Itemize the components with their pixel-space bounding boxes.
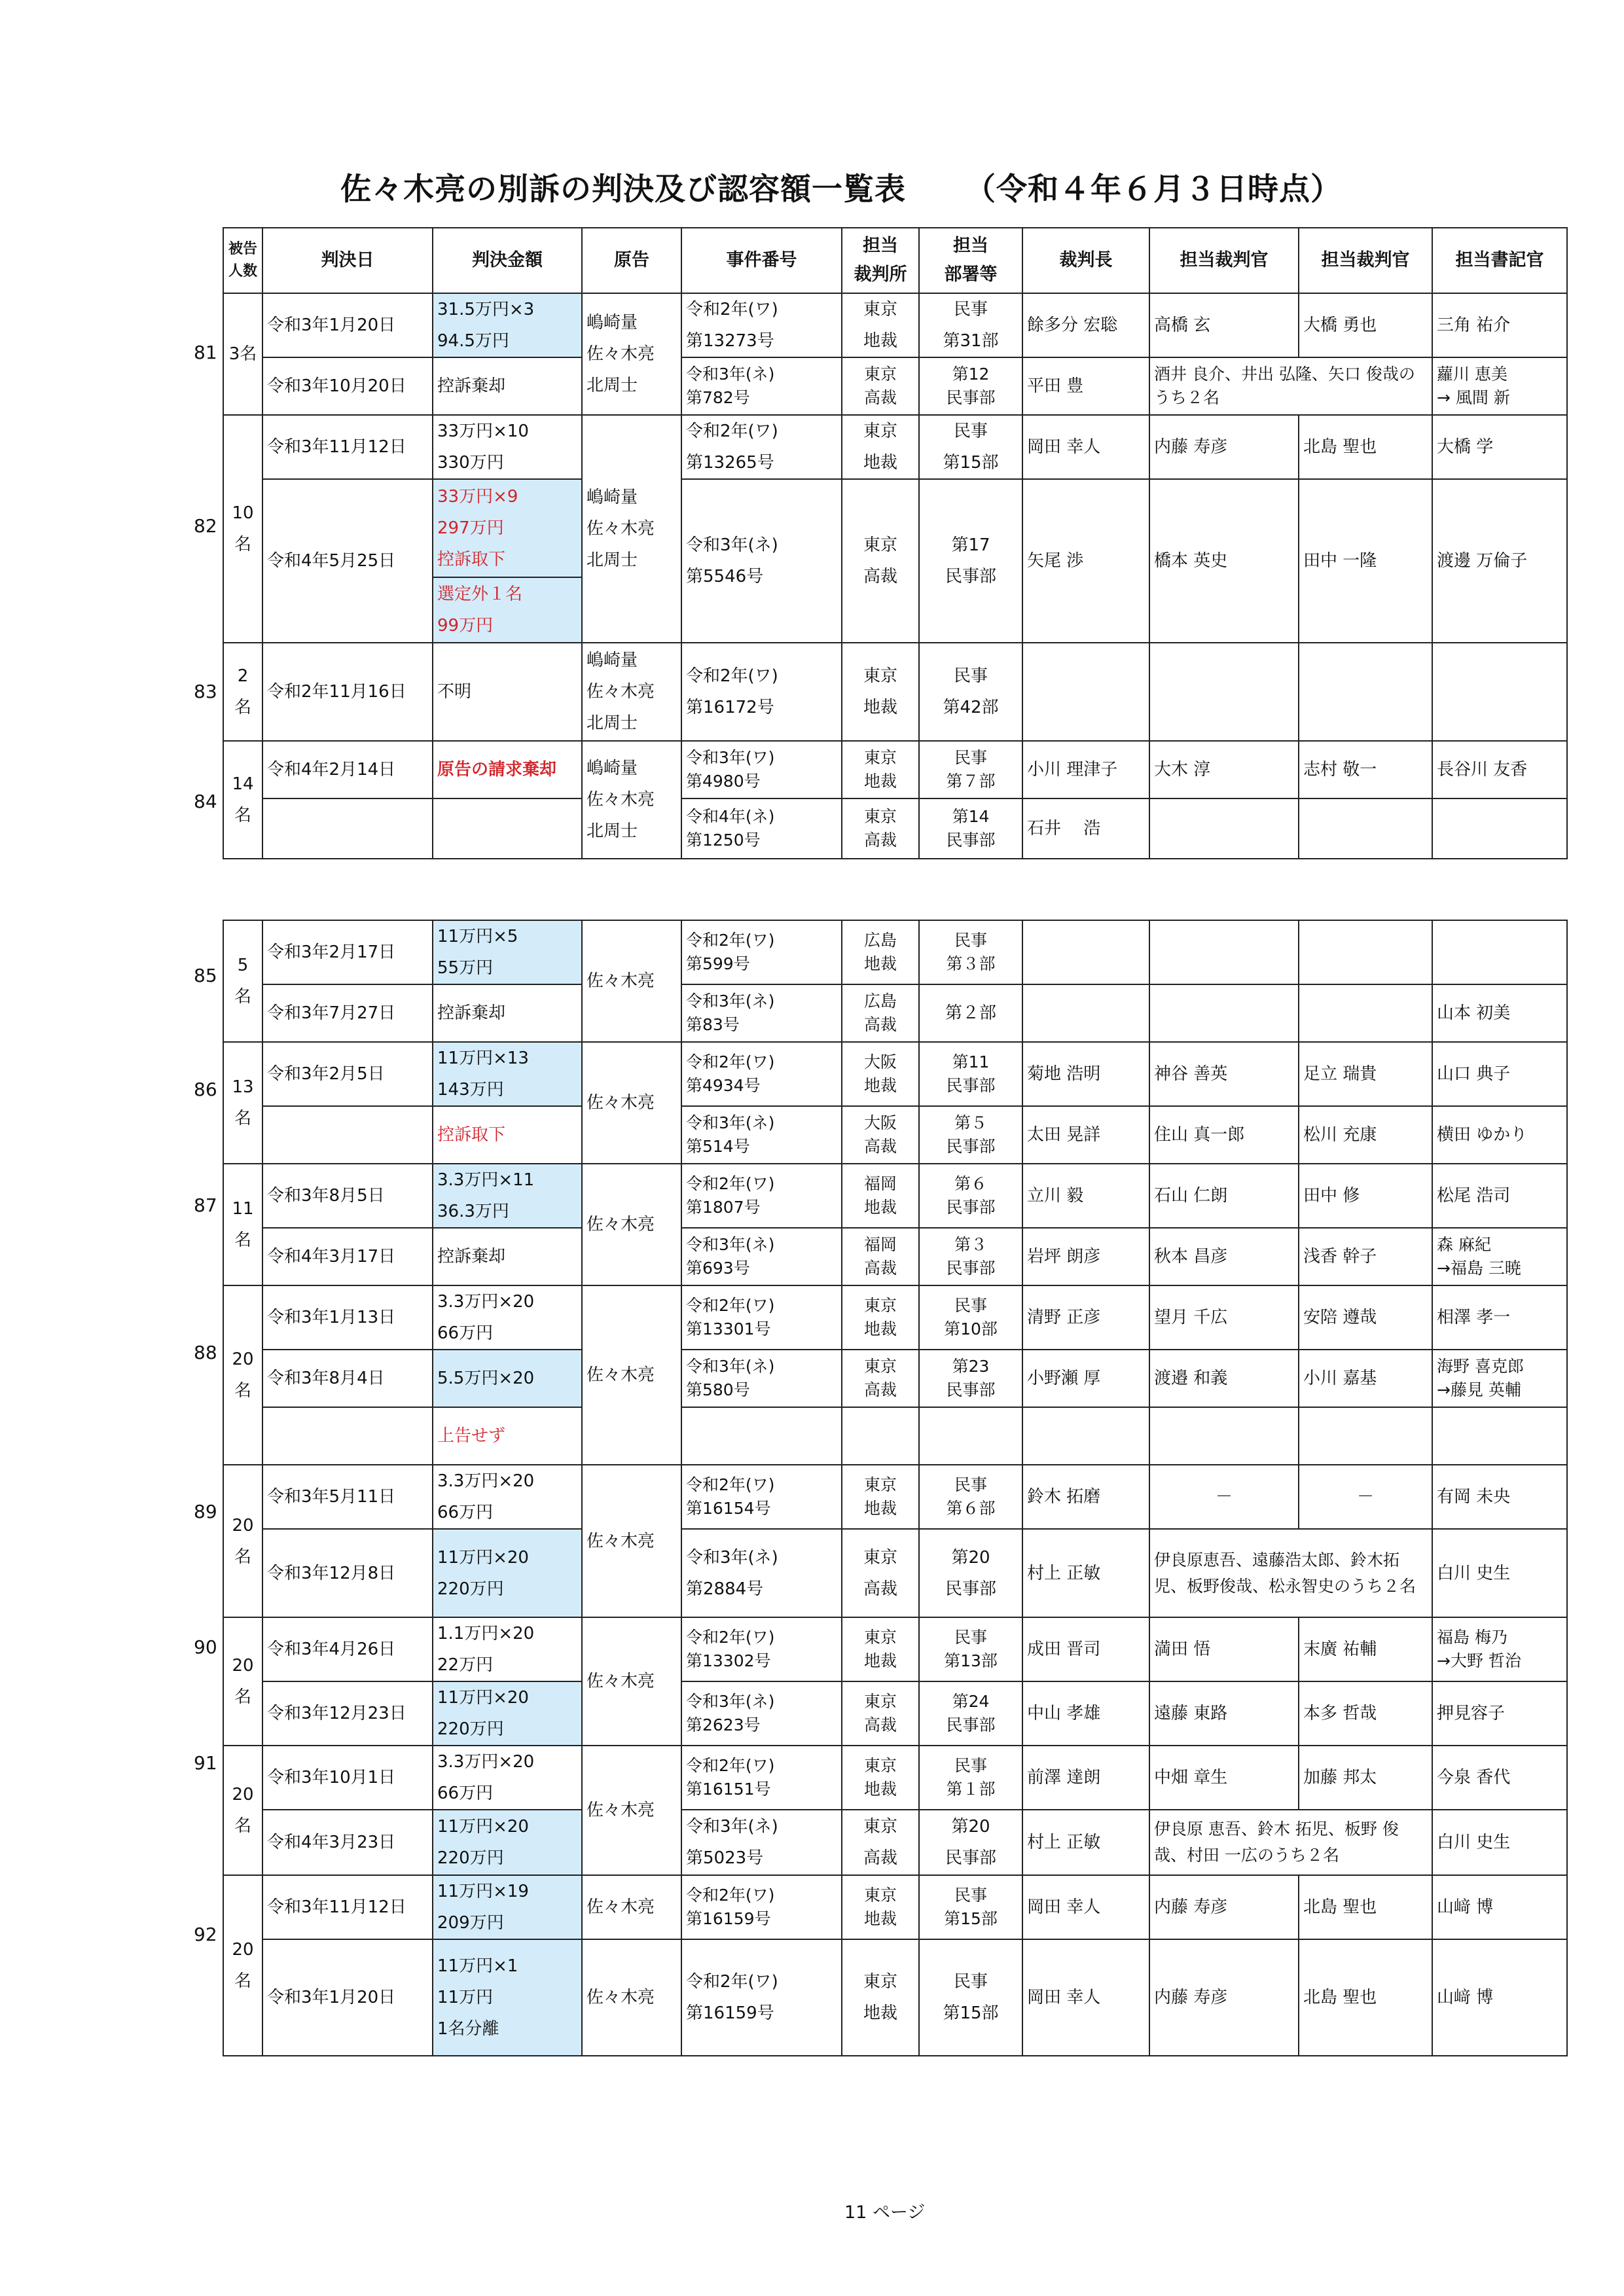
judge1-cell: 住山 真一郎 (1149, 1106, 1299, 1164)
division-cell: 第24 民事部 (919, 1681, 1022, 1746)
chief-cell (1022, 643, 1149, 741)
division-cell: 民事 第７部 (919, 741, 1022, 798)
people-cell: 11 名 (223, 1164, 262, 1285)
division-cell: 民事 第15部 (919, 1939, 1022, 2056)
header-plaintiff: 原告 (582, 228, 681, 293)
case-cell: 令和3年(ネ) 第2623号 (681, 1681, 842, 1746)
amount-cell (433, 798, 582, 859)
court-cell: 福岡 地裁 (842, 1164, 919, 1228)
people-cell: 14 名 (223, 741, 262, 859)
amount-cell: 11万円×20 220万円 (433, 1681, 582, 1746)
date-cell: 令和4年2月14日 (262, 741, 433, 798)
table-row (223, 1042, 1567, 1106)
plaintiff-cell: 佐々木亮 (582, 1875, 681, 1939)
chief-cell: 菊地 浩明 (1022, 1042, 1149, 1106)
amount-cell: 11万円×20 220万円 (433, 1810, 582, 1875)
court-cell: 東京 地裁 (842, 1746, 919, 1810)
court-cell: 東京 高裁 (842, 1681, 919, 1746)
division-cell: 民事 第31部 (919, 293, 1022, 357)
judge1-cell (1149, 798, 1299, 859)
chief-cell: 小野瀬 厚 (1022, 1350, 1149, 1407)
header-judge2: 担当裁判官 (1299, 228, 1432, 293)
case-cell: 令和3年(ワ) 第4980号 (681, 741, 842, 798)
clerk-cell: 福島 梅乃 →大野 哲治 (1432, 1617, 1567, 1681)
division-cell: 第５ 民事部 (919, 1106, 1022, 1164)
table-row (223, 357, 1567, 415)
judge1-cell: 橋本 英史 (1149, 479, 1299, 643)
table-row (223, 1875, 1567, 1939)
division-cell: 第６ 民事部 (919, 1164, 1022, 1228)
table-row (223, 1228, 1567, 1285)
clerk-cell (1432, 920, 1567, 984)
division-cell: 第３ 民事部 (919, 1228, 1022, 1285)
amount-cell: 11万円×19 209万円 (433, 1875, 582, 1939)
chief-cell: 清野 正彦 (1022, 1285, 1149, 1350)
page-number: 11 ページ (844, 2202, 926, 2223)
case-cell: 令和2年(ワ) 第4934号 (681, 1042, 842, 1106)
case-cell: 令和2年(ワ) 第13302号 (681, 1617, 842, 1681)
case-cell: 令和2年(ワ) 第16172号 (681, 643, 842, 741)
people-cell: 20 名 (223, 1465, 262, 1617)
date-cell: 令和3年2月17日 (262, 920, 433, 984)
case-cell: 令和2年(ワ) 第16159号 (681, 1875, 842, 1939)
plaintiff-cell: 嶋崎量 佐々木亮 北周士 (582, 415, 681, 643)
judge1-cell (1149, 920, 1299, 984)
header-case: 事件番号 (681, 228, 842, 293)
judges-cell: 酒井 良介、井出 弘隆、矢口 俊哉のうち２名 (1149, 357, 1432, 415)
judge2-cell: 足立 瑞貴 (1299, 1042, 1432, 1106)
division-cell: 民事 第１部 (919, 1746, 1022, 1810)
division-cell: 第20 民事部 (919, 1529, 1022, 1617)
amount-cell: 上告せず (433, 1407, 582, 1465)
date-cell: 令和3年5月11日 (262, 1465, 433, 1529)
clerk-cell: 渡邊 万倫子 (1432, 479, 1567, 643)
case-cell: 令和3年(ネ) 第514号 (681, 1106, 842, 1164)
judge2-cell: 田中 一隆 (1299, 479, 1432, 643)
chief-cell: 矢尾 渉 (1022, 479, 1149, 643)
header-date: 判決日 (262, 228, 433, 293)
division-cell: 民事 第６部 (919, 1465, 1022, 1529)
amount-cell: 5.5万円×20 (433, 1350, 582, 1407)
chief-cell: 村上 正敏 (1022, 1810, 1149, 1875)
judge2-cell: 加藤 邦太 (1299, 1746, 1432, 1810)
division-cell (919, 1407, 1022, 1465)
case-cell: 令和3年(ネ) 第5023号 (681, 1810, 842, 1875)
table-row (223, 1350, 1567, 1407)
clerk-cell: 山﨑 博 (1432, 1939, 1567, 2056)
people-cell: 2 名 (223, 643, 262, 741)
judge2-cell (1299, 920, 1432, 984)
judge1-cell: 満田 悟 (1149, 1617, 1299, 1681)
people-cell: 20 名 (223, 1617, 262, 1746)
judge1-cell: 神谷 善英 (1149, 1042, 1299, 1106)
judge2-cell: 田中 修 (1299, 1164, 1432, 1228)
division-cell: 第12 民事部 (919, 357, 1022, 415)
division-cell: 民事 第15部 (919, 415, 1022, 479)
plaintiff-cell: 佐々木亮 (582, 920, 681, 1042)
people-cell: 20 名 (223, 1285, 262, 1465)
judge1-cell: 中畑 章生 (1149, 1746, 1299, 1810)
judge2-cell: 大橋 勇也 (1299, 293, 1432, 357)
judge2-cell (1299, 643, 1432, 741)
case-cell: 令和3年(ネ) 第5546号 (681, 479, 842, 643)
division-cell: 民事 第42部 (919, 643, 1022, 741)
judge1-cell: 遠藤 東路 (1149, 1681, 1299, 1746)
judge2-cell: 松川 充康 (1299, 1106, 1432, 1164)
date-cell: 令和3年2月5日 (262, 1042, 433, 1106)
court-cell: 広島 地裁 (842, 920, 919, 984)
clerk-cell: 長谷川 友香 (1432, 741, 1567, 798)
case-cell: 令和3年(ネ) 第2884号 (681, 1529, 842, 1617)
division-cell: 民事 第３部 (919, 920, 1022, 984)
clerk-cell: 白川 史生 (1432, 1810, 1567, 1875)
court-cell: 東京 地裁 (842, 293, 919, 357)
row-number: 85 (194, 965, 217, 986)
court-cell: 東京 地裁 (842, 1875, 919, 1939)
date-cell: 令和3年1月13日 (262, 1285, 433, 1350)
people-cell: 20 名 (223, 1875, 262, 2056)
judge1-cell (1149, 1407, 1299, 1465)
chief-cell: 鈴木 拓磨 (1022, 1465, 1149, 1529)
judge2-cell (1299, 1407, 1432, 1465)
court-cell (842, 1407, 919, 1465)
date-cell: 令和4年5月25日 (262, 479, 433, 643)
chief-cell (1022, 1407, 1149, 1465)
clerk-cell: 横田 ゆかり (1432, 1106, 1567, 1164)
chief-cell: 岡田 幸人 (1022, 415, 1149, 479)
judge2-cell: 北島 聖也 (1299, 1875, 1432, 1939)
table-row (223, 1407, 1567, 1465)
table-row (223, 920, 1567, 984)
judge2-cell: 北島 聖也 (1299, 1939, 1432, 2056)
judge2-cell: － (1299, 1465, 1432, 1529)
judge2-cell: 北島 聖也 (1299, 415, 1432, 479)
date-cell (262, 798, 433, 859)
clerk-cell (1432, 643, 1567, 741)
header-row (223, 228, 1567, 293)
table-row (223, 798, 1567, 859)
amount-cell: 3.3万円×20 66万円 (433, 1746, 582, 1810)
judge2-cell: 小川 嘉基 (1299, 1350, 1432, 1407)
row-number: 92 (194, 1924, 217, 1945)
chief-cell: 岡田 幸人 (1022, 1939, 1149, 2056)
clerk-cell: 松尾 浩司 (1432, 1164, 1567, 1228)
chief-cell: 餘多分 宏聡 (1022, 293, 1149, 357)
court-cell: 東京 地裁 (842, 1285, 919, 1350)
row-number: 86 (194, 1079, 217, 1100)
amount-cell: 3.3万円×11 36.3万円 (433, 1164, 582, 1228)
page-title (340, 165, 1342, 209)
case-cell: 令和3年(ネ) 第693号 (681, 1228, 842, 1285)
date-cell: 令和3年8月4日 (262, 1350, 433, 1407)
case-cell: 令和2年(ワ) 第1807号 (681, 1164, 842, 1228)
case-cell: 令和2年(ワ) 第13265号 (681, 415, 842, 479)
amount-cell: 11万円×20 220万円 (433, 1529, 582, 1617)
case-cell: 令和2年(ワ) 第599号 (681, 920, 842, 984)
judge1-cell: 内藤 寿彦 (1149, 415, 1299, 479)
chief-cell: 石井 浩 (1022, 798, 1149, 859)
date-cell: 令和3年12月23日 (262, 1681, 433, 1746)
court-cell: 東京 高裁 (842, 1350, 919, 1407)
court-cell: 東京 地裁 (842, 1465, 919, 1529)
clerk-cell: 今泉 香代 (1432, 1746, 1567, 1810)
table-row (223, 984, 1567, 1042)
amount-cell: 控訴棄却 (433, 1228, 582, 1285)
plaintiff-cell: 佐々木亮 (582, 1042, 681, 1164)
judge2-cell: 本多 哲哉 (1299, 1681, 1432, 1746)
table-row (223, 1939, 1567, 2056)
table-row (223, 1465, 1567, 1529)
clerk-cell: 蘿川 恵美 → 風間 新 (1432, 357, 1567, 415)
judge1-cell (1149, 643, 1299, 741)
header-chief: 裁判長 (1022, 228, 1149, 293)
clerk-cell: 押見容子 (1432, 1681, 1567, 1746)
date-cell: 令和3年10月1日 (262, 1746, 433, 1810)
table-row (223, 479, 1567, 577)
amount-cell: 1.1万円×20 22万円 (433, 1617, 582, 1681)
judgment-table-2 (223, 920, 1568, 2056)
plaintiff-cell: 佐々木亮 (582, 1465, 681, 1617)
judge2-cell (1299, 798, 1432, 859)
date-cell: 令和3年7月27日 (262, 984, 433, 1042)
date-cell: 令和3年11月12日 (262, 1875, 433, 1939)
people-cell: 3名 (223, 293, 262, 415)
clerk-cell: 山本 初美 (1432, 984, 1567, 1042)
amount-cell: 控訴棄却 (433, 357, 582, 415)
people-cell: 13 名 (223, 1042, 262, 1164)
header-court: 担当 裁判所 (842, 228, 919, 293)
court-cell: 広島 高裁 (842, 984, 919, 1042)
plaintiff-cell: 佐々木亮 (582, 1746, 681, 1875)
table-row (223, 293, 1567, 357)
clerk-cell: 有岡 未央 (1432, 1465, 1567, 1529)
title-main: 佐々木亮の別訴の判決及び認容額一覧表 (340, 171, 906, 207)
court-cell: 東京 高裁 (842, 357, 919, 415)
table-row (223, 1285, 1567, 1350)
judge1-cell: 石山 仁朗 (1149, 1164, 1299, 1228)
judge1-cell: 高橋 玄 (1149, 293, 1299, 357)
judge1-cell: － (1149, 1465, 1299, 1529)
judge2-cell: 安陪 遵哉 (1299, 1285, 1432, 1350)
case-cell: 令和3年(ネ) 第782号 (681, 357, 842, 415)
division-cell: 第20 民事部 (919, 1810, 1022, 1875)
court-cell: 東京 地裁 (842, 741, 919, 798)
court-cell: 東京 高裁 (842, 1529, 919, 1617)
clerk-cell: 大橋 学 (1432, 415, 1567, 479)
amount-cell: 11万円×13 143万円 (433, 1042, 582, 1106)
date-cell: 令和3年1月20日 (262, 1939, 433, 2056)
amount-cell: 11万円×1 11万円 1名分離 (433, 1939, 582, 2056)
clerk-cell: 相澤 孝一 (1432, 1285, 1567, 1350)
case-cell: 令和3年(ネ) 第83号 (681, 984, 842, 1042)
judge1-cell: 渡邉 和義 (1149, 1350, 1299, 1407)
judge2-cell: 浅香 幹子 (1299, 1228, 1432, 1285)
date-cell (262, 1106, 433, 1164)
header-judge1: 担当裁判官 (1149, 228, 1299, 293)
case-cell: 令和2年(ワ) 第16154号 (681, 1465, 842, 1529)
clerk-cell: 山﨑 博 (1432, 1875, 1567, 1939)
table-row (223, 1681, 1567, 1746)
division-cell: 民事 第13部 (919, 1617, 1022, 1681)
court-cell: 東京 高裁 (842, 479, 919, 643)
plaintiff-cell: 嶋崎量 佐々木亮 北周士 (582, 293, 681, 415)
clerk-cell: 森 麻紀 →福島 三暁 (1432, 1228, 1567, 1285)
amount-cell: 33万円×10 330万円 (433, 415, 582, 479)
judgment-table-1 (223, 227, 1568, 859)
date-cell: 令和3年4月26日 (262, 1617, 433, 1681)
division-cell: 第23 民事部 (919, 1350, 1022, 1407)
chief-cell: 村上 正敏 (1022, 1529, 1149, 1617)
chief-cell: 岡田 幸人 (1022, 1875, 1149, 1939)
table-row (223, 1810, 1567, 1875)
court-cell: 東京 高裁 (842, 1810, 919, 1875)
chief-cell: 小川 理津子 (1022, 741, 1149, 798)
amount-cell: 原告の請求棄却 (433, 741, 582, 798)
case-cell: 令和2年(ワ) 第13273号 (681, 293, 842, 357)
row-number: 81 (194, 342, 217, 363)
division-cell: 民事 第15部 (919, 1875, 1022, 1939)
division-cell: 第17 民事部 (919, 479, 1022, 643)
clerk-cell: 山口 典子 (1432, 1042, 1567, 1106)
court-cell: 東京 高裁 (842, 798, 919, 859)
row-number: 91 (194, 1752, 217, 1774)
court-cell: 東京 地裁 (842, 415, 919, 479)
amount-cell: 控訴取下 (433, 1106, 582, 1164)
plaintiff-cell: 佐々木亮 (582, 1285, 681, 1465)
judge1-cell: 大木 淳 (1149, 741, 1299, 798)
header-clerk: 担当書記官 (1432, 228, 1567, 293)
header-amount: 判決金額 (433, 228, 582, 293)
judge1-cell: 内藤 寿彦 (1149, 1875, 1299, 1939)
chief-cell: 中山 孝雄 (1022, 1681, 1149, 1746)
table-row (223, 1529, 1567, 1617)
court-cell: 東京 地裁 (842, 1617, 919, 1681)
plaintiff-cell: 佐々木亮 (582, 1617, 681, 1746)
clerk-cell: 三角 祐介 (1432, 293, 1567, 357)
clerk-cell: 白川 史生 (1432, 1529, 1567, 1617)
chief-cell: 岩坪 朗彦 (1022, 1228, 1149, 1285)
division-cell: 第２部 (919, 984, 1022, 1042)
chief-cell (1022, 984, 1149, 1042)
plaintiff-cell: 嶋崎量 佐々木亮 北周士 (582, 643, 681, 741)
case-cell (681, 1407, 842, 1465)
table-row (223, 1617, 1567, 1681)
table-row (223, 1106, 1567, 1164)
row-number: 87 (194, 1194, 217, 1216)
header-division: 担当 部署等 (919, 228, 1022, 293)
amount-cell: 不明 (433, 643, 582, 741)
row-number: 89 (194, 1501, 217, 1522)
date-cell: 令和4年3月23日 (262, 1810, 433, 1875)
table-row (223, 1164, 1567, 1228)
clerk-cell: 海野 喜克郎 →藤見 英輔 (1432, 1350, 1567, 1407)
case-cell: 令和2年(ワ) 第13301号 (681, 1285, 842, 1350)
table-row (223, 643, 1567, 741)
row-number: 82 (194, 515, 217, 537)
chief-cell: 前澤 達朗 (1022, 1746, 1149, 1810)
amount-cell: 31.5万円×3 94.5万円 (433, 293, 582, 357)
judges-cell: 伊良原 恵吾、鈴木 拓児、板野 俊哉、村田 一広のうち２名 (1149, 1810, 1432, 1875)
court-cell: 大阪 高裁 (842, 1106, 919, 1164)
chief-cell: 立川 毅 (1022, 1164, 1149, 1228)
chief-cell (1022, 920, 1149, 984)
amount-cell: 33万円×9 297万円 控訴取下 (433, 479, 582, 577)
clerk-cell (1432, 798, 1567, 859)
date-cell: 令和3年12月8日 (262, 1529, 433, 1617)
plaintiff-cell: 佐々木亮 (582, 1164, 681, 1285)
judge1-cell: 内藤 寿彦 (1149, 1939, 1299, 2056)
amount-cell: 控訴棄却 (433, 984, 582, 1042)
clerk-cell (1432, 1407, 1567, 1465)
case-cell: 令和3年(ネ) 第580号 (681, 1350, 842, 1407)
title-date: （令和４年６月３日時点） (965, 171, 1342, 207)
header-defendants: 被告 人数 (223, 228, 262, 293)
plaintiff-cell: 嶋崎量 佐々木亮 北周士 (582, 741, 681, 859)
division-cell: 民事 第10部 (919, 1285, 1022, 1350)
table-row (223, 1746, 1567, 1810)
case-cell: 令和2年(ワ) 第16159号 (681, 1939, 842, 2056)
judge1-cell: 望月 千広 (1149, 1285, 1299, 1350)
division-cell: 第14 民事部 (919, 798, 1022, 859)
judge2-cell: 志村 敬一 (1299, 741, 1432, 798)
date-cell: 令和3年8月5日 (262, 1164, 433, 1228)
court-cell: 東京 地裁 (842, 643, 919, 741)
court-cell: 大阪 地裁 (842, 1042, 919, 1106)
amount-cell: 3.3万円×20 66万円 (433, 1465, 582, 1529)
date-cell: 令和3年10月20日 (262, 357, 433, 415)
plaintiff-cell: 佐々木亮 (582, 1939, 681, 2056)
judge1-cell: 秋本 昌彦 (1149, 1228, 1299, 1285)
date-cell: 令和4年3月17日 (262, 1228, 433, 1285)
row-number: 84 (194, 791, 217, 812)
case-cell: 令和2年(ワ) 第16151号 (681, 1746, 842, 1810)
table-row (223, 415, 1567, 479)
row-number: 88 (194, 1342, 217, 1363)
people-cell: 5 名 (223, 920, 262, 1042)
date-cell: 令和2年11月16日 (262, 643, 433, 741)
row-number: 90 (194, 1636, 217, 1658)
judge2-cell: 末廣 祐輔 (1299, 1617, 1432, 1681)
division-cell: 第11 民事部 (919, 1042, 1022, 1106)
court-cell: 福岡 高裁 (842, 1228, 919, 1285)
amount-cell: 3.3万円×20 66万円 (433, 1285, 582, 1350)
chief-cell: 成田 晋司 (1022, 1617, 1149, 1681)
chief-cell: 太田 晃詳 (1022, 1106, 1149, 1164)
court-cell: 東京 地裁 (842, 1939, 919, 2056)
date-cell: 令和3年1月20日 (262, 293, 433, 357)
judges-cell: 伊良原恵吾、遠藤浩太郎、鈴木拓児、板野俊哉、松永智史のうち２名 (1149, 1529, 1432, 1617)
amount-cell: 11万円×5 55万円 (433, 920, 582, 984)
people-cell: 10 名 (223, 415, 262, 643)
judge2-cell (1299, 984, 1432, 1042)
case-cell: 令和4年(ネ) 第1250号 (681, 798, 842, 859)
judge1-cell (1149, 984, 1299, 1042)
date-cell (262, 1407, 433, 1465)
amount-cell: 選定外１名 99万円 (433, 577, 582, 643)
row-number: 83 (194, 681, 217, 702)
table-row (223, 741, 1567, 798)
date-cell: 令和3年11月12日 (262, 415, 433, 479)
people-cell: 20 名 (223, 1746, 262, 1875)
chief-cell: 平田 豊 (1022, 357, 1149, 415)
